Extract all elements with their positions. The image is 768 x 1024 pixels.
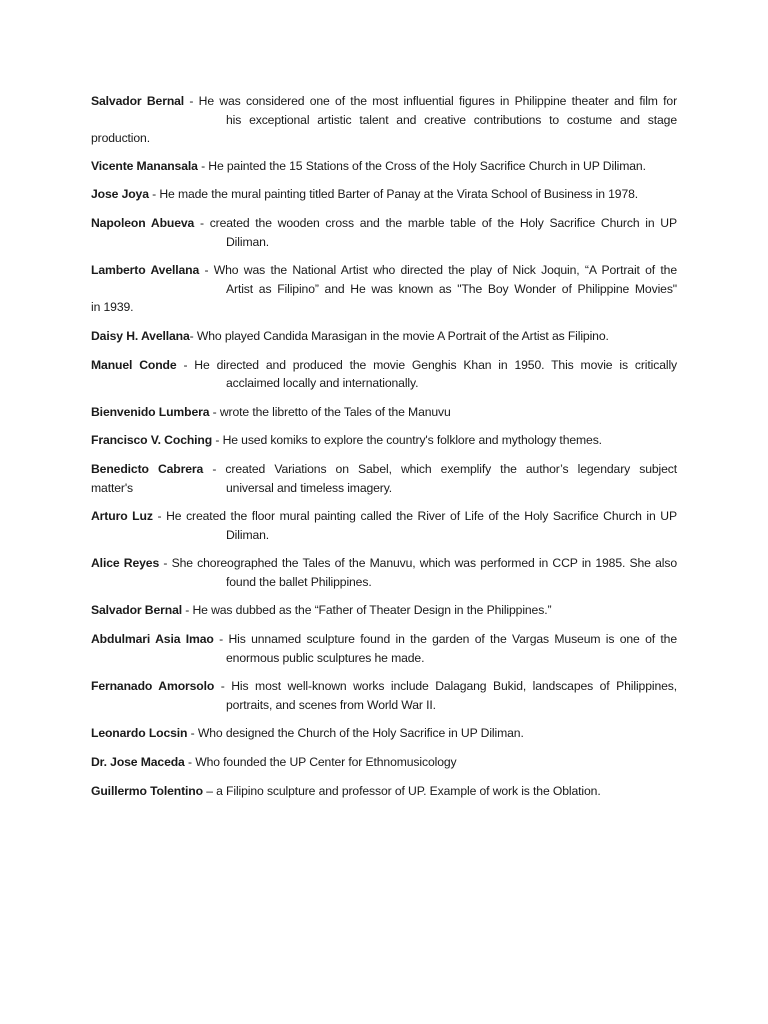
entry-line bbox=[91, 92, 677, 111]
entry-line: Diliman. bbox=[226, 527, 270, 542]
entry-line: portraits, and scenes from World War II. bbox=[226, 697, 436, 712]
entry-line: in 1939. bbox=[91, 300, 134, 315]
entry-line: found the ballet Philippines. bbox=[226, 574, 372, 589]
entry-line bbox=[91, 261, 677, 280]
entry-text: - He created the floor mural painting called the River of Life of the Holy Sacrifice Church in UP bbox=[152, 509, 677, 524]
entry-name: Francisco V. Coching bbox=[91, 433, 213, 448]
entry-line: Diliman. bbox=[226, 234, 270, 249]
entry-text: - created the wooden cross and the marble table of the Holy Sacrifice Church in UP bbox=[194, 215, 677, 230]
entry-name: Napoleon Abueva bbox=[91, 215, 195, 230]
entry-leonardo-locsin bbox=[91, 724, 677, 743]
entry-text: - Who designed the Church of the Holy Sacrifice in UP Diliman. bbox=[187, 726, 524, 741]
entry-text: - His unnamed sculpture found in the garden of the Vargas Museum is one of the bbox=[213, 632, 677, 647]
entry-name: Alice Reyes bbox=[91, 556, 160, 571]
entry-text: - created Variations on Sabel, which exemplify the author’s legendary subject bbox=[203, 461, 678, 476]
entry-benedicto-cabrera bbox=[91, 460, 677, 497]
entry-name: Guillermo Tolentino bbox=[91, 783, 203, 798]
entry-text: universal and timeless imagery. bbox=[226, 480, 393, 495]
entry-text: - Who was the National Artist who directed the play of Nick Joquin, “A Portrait of the bbox=[199, 263, 677, 278]
entry-line bbox=[91, 724, 677, 743]
entry-line bbox=[91, 157, 677, 176]
entry-arturo-luz bbox=[91, 507, 677, 544]
entry-text: - Who played Candida Marasigan in the movie A Portrait of the Artist as Filipino. bbox=[189, 328, 609, 343]
entry-line: his exceptional artistic talent and creative contributions to costume and stage bbox=[226, 112, 677, 127]
entry-vicente-manansala bbox=[91, 157, 677, 176]
entry-bienvenido-lumbera bbox=[91, 403, 677, 422]
entry-name: Abdulmari Asia Imao bbox=[91, 632, 214, 647]
entry-line bbox=[91, 214, 677, 233]
entry-line bbox=[91, 403, 677, 422]
entry-text: - She choreographed the Tales of the Manuvu, which was performed in CCP in 1985. She also bbox=[159, 556, 677, 571]
entry-francisco-coching bbox=[91, 431, 677, 450]
entry-salvador-bernal-2 bbox=[91, 601, 677, 620]
entry-line bbox=[91, 753, 677, 772]
entry-text: - He used komiks to explore the country's folklore and mythology themes. bbox=[212, 433, 602, 448]
entry-line bbox=[91, 479, 677, 498]
entry-text: - He directed and produced the movie Genghis Khan in 1950. This movie is critically bbox=[176, 357, 678, 372]
entry-text: - He painted the 15 Stations of the Cross of the Holy Sacrifice Church in UP Diliman. bbox=[197, 158, 646, 173]
entry-line: acclaimed locally and internationally. bbox=[226, 376, 419, 391]
entry-alice-reyes bbox=[91, 554, 677, 591]
entry-abdulmari-asia-imao bbox=[91, 630, 677, 667]
entry-daisy-avellana bbox=[91, 327, 677, 346]
entry-name: Fernanado Amorsolo bbox=[91, 679, 215, 694]
entry-name: Daisy H. Avellana bbox=[91, 328, 190, 343]
entry-name: Salvador Bernal bbox=[91, 603, 182, 618]
entry-line bbox=[91, 601, 677, 620]
entry-line bbox=[91, 460, 677, 479]
entry-name: Salvador Bernal bbox=[91, 94, 185, 108]
entry-manuel-conde bbox=[91, 356, 677, 393]
entry-text: - He was dubbed as the “Father of Theater Design in the Philippines.” bbox=[182, 603, 552, 618]
entry-text: - He was considered one of the most influential figures in Philippine theater and film for bbox=[184, 94, 678, 108]
entry-fernanado-amorsolo bbox=[91, 677, 677, 714]
entry-line bbox=[91, 782, 677, 801]
entry-line: Artist as Filipino” and He was known as "The Boy Wonder of Philippine Movies" bbox=[226, 281, 677, 296]
entry-name: Bienvenido Lumbera bbox=[91, 404, 210, 419]
entry-line bbox=[91, 630, 677, 649]
entry-text: - Who founded the UP Center for Ethnomusicology bbox=[184, 755, 457, 770]
entry-lamberto-avellana bbox=[91, 261, 677, 317]
entry-text: - wrote the libretto of the Tales of the Manuvu bbox=[209, 404, 451, 419]
entry-name: Benedicto Cabrera bbox=[91, 461, 204, 476]
entry-line: enormous public sculptures he made. bbox=[226, 650, 425, 665]
entry-name: Jose Joya bbox=[91, 187, 149, 202]
entry-jose-maceda bbox=[91, 753, 677, 772]
entry-name: Manuel Conde bbox=[91, 357, 177, 372]
entry-line: production. bbox=[91, 131, 150, 146]
entry-name: Vicente Manansala bbox=[91, 158, 198, 173]
entry-line bbox=[91, 185, 677, 204]
entry-text: - He made the mural painting titled Barter of Panay at the Virata School of Business in 1978. bbox=[148, 187, 639, 202]
entry-name: Lamberto Avellana bbox=[91, 263, 200, 278]
entry-jose-joya bbox=[91, 185, 677, 204]
entry-guillermo-tolentino bbox=[91, 782, 677, 801]
entry-name: Arturo Luz bbox=[91, 509, 153, 524]
document-body bbox=[91, 92, 677, 810]
entry-salvador-bernal-1 bbox=[91, 92, 677, 148]
entry-text: - His most well-known works include Dalagang Bukid, landscapes of Philippines, bbox=[214, 679, 677, 694]
entry-text: – a Filipino sculpture and professor of UP. Example of work is the Oblation. bbox=[202, 783, 601, 798]
entry-line bbox=[91, 356, 677, 375]
entry-name: Leonardo Locsin bbox=[91, 726, 188, 741]
entry-napoleon-abueva bbox=[91, 214, 677, 251]
entry-line bbox=[91, 554, 677, 573]
entry-line bbox=[91, 327, 677, 346]
entry-line bbox=[91, 677, 677, 696]
entry-line bbox=[91, 431, 677, 450]
entry-text: matter's bbox=[91, 480, 133, 495]
entry-line bbox=[91, 507, 677, 526]
entry-name: Dr. Jose Maceda bbox=[91, 755, 185, 770]
